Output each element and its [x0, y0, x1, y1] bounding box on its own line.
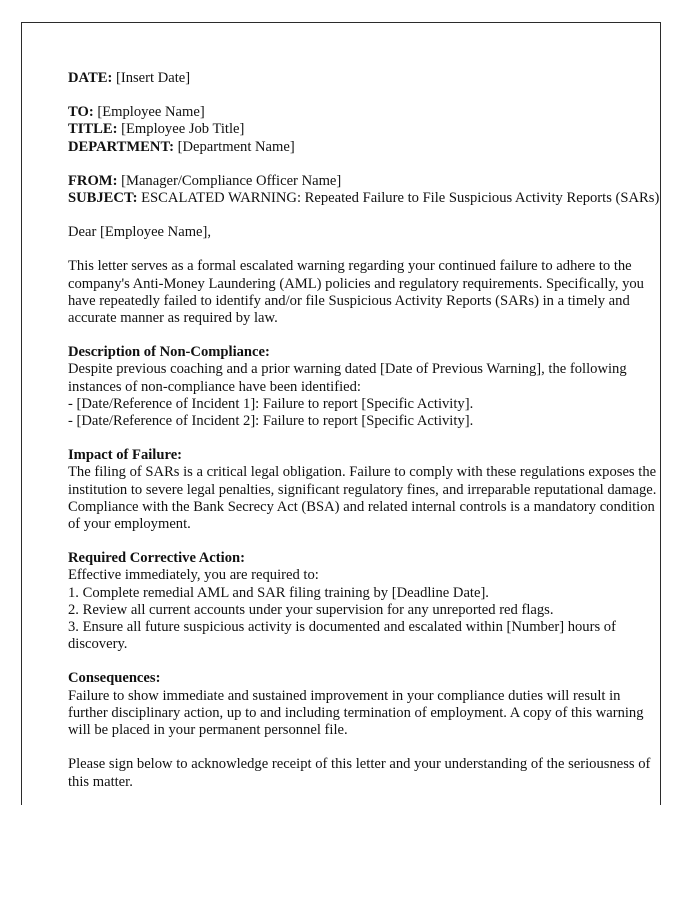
to-label: TO: [68, 104, 94, 121]
letter-content [68, 70, 660, 791]
document-page-frame [21, 22, 661, 805]
to-value: [Employee Name] [97, 104, 205, 121]
section-body: The filing of SARs is a critical legal obligation. Failure to comply with these regulations exposes the institution to severe legal penalties, significant regulatory fines, and irreparable reputational damage. Compliance with the Bank Secrecy Act (BSA) and related internal controls is a mandatory condition of your employment. [68, 464, 657, 533]
section-body: Despite previous coaching and a prior warning dated [Date of Previous Warning], the following instances of non-compliance have been identified: [68, 361, 627, 395]
from-label: FROM: [68, 172, 118, 189]
section-heading: Impact of Failure: [68, 447, 183, 464]
closing-paragraph: Please sign below to acknowledge receipt of this letter and your understanding of the seriousness of this matter. [68, 756, 651, 790]
date-value: [Insert Date] [115, 70, 191, 86]
opening-paragraph: This letter serves as a formal escalated warning regarding your continued failure to adhere to the company's Anti-Money Laundering (AML) policies and regulatory requirements. Specifically, you have repeatedly failed to identify and/or file Suspicious Activity Reports (SARs) in a timely and accurate manner as required by law. [68, 258, 644, 327]
section-heading: Description of Non-Compliance: [68, 344, 270, 361]
closing-paragraph-block [68, 756, 660, 790]
section-item: 2. Review all current accounts under your supervision for any unreported red flags. [68, 601, 554, 618]
from-value: [Manager/Compliance Officer Name] [121, 172, 342, 189]
salutation-block [68, 224, 660, 241]
section-corrective-action [68, 550, 660, 653]
section-body: Failure to show immediate and sustained improvement in your compliance duties will result in further disciplinary action, up to and including termination of employment. A copy of this warning will be placed in your permanent personnel file. [68, 687, 644, 739]
section-item: - [Date/Reference of Incident 2]: Failure to report [Specific Activity]. [68, 413, 474, 430]
section-body: Effective immediately, you are required to: [68, 567, 319, 584]
opening-paragraph-block [68, 258, 660, 327]
section-non-compliance [68, 344, 660, 430]
section-consequences [68, 670, 660, 739]
department-value: [Department Name] [177, 138, 295, 155]
salutation: Dear [Employee Name], [68, 224, 212, 241]
from-line [68, 173, 660, 190]
section-item: 3. Ensure all future suspicious activity is documented and escalated within [Number] hours of discovery. [68, 619, 616, 653]
section-heading: Consequences: [68, 670, 161, 687]
section-heading: Required Corrective Action: [68, 550, 245, 567]
title-value: [Employee Job Title] [121, 121, 245, 138]
section-impact [68, 447, 660, 533]
recipient-block [68, 104, 660, 156]
date-line [68, 70, 660, 87]
to-line [68, 104, 660, 121]
subject-label: SUBJECT: [68, 190, 138, 207]
department-label: DEPARTMENT: [68, 138, 174, 155]
title-label: TITLE: [68, 121, 118, 138]
sender-subject-block [68, 173, 660, 207]
section-item: - [Date/Reference of Incident 1]: Failure to report [Specific Activity]. [68, 395, 474, 412]
date-label: DATE: [68, 70, 113, 86]
date-block [68, 70, 660, 87]
department-line [68, 139, 660, 156]
section-item: 1. Complete remedial AML and SAR filing training by [Deadline Date]. [68, 584, 489, 601]
subject-value: ESCALATED WARNING: Repeated Failure to File Suspicious Activity Reports (SARs) [141, 190, 660, 207]
title-line [68, 121, 660, 138]
subject-line [68, 190, 660, 207]
